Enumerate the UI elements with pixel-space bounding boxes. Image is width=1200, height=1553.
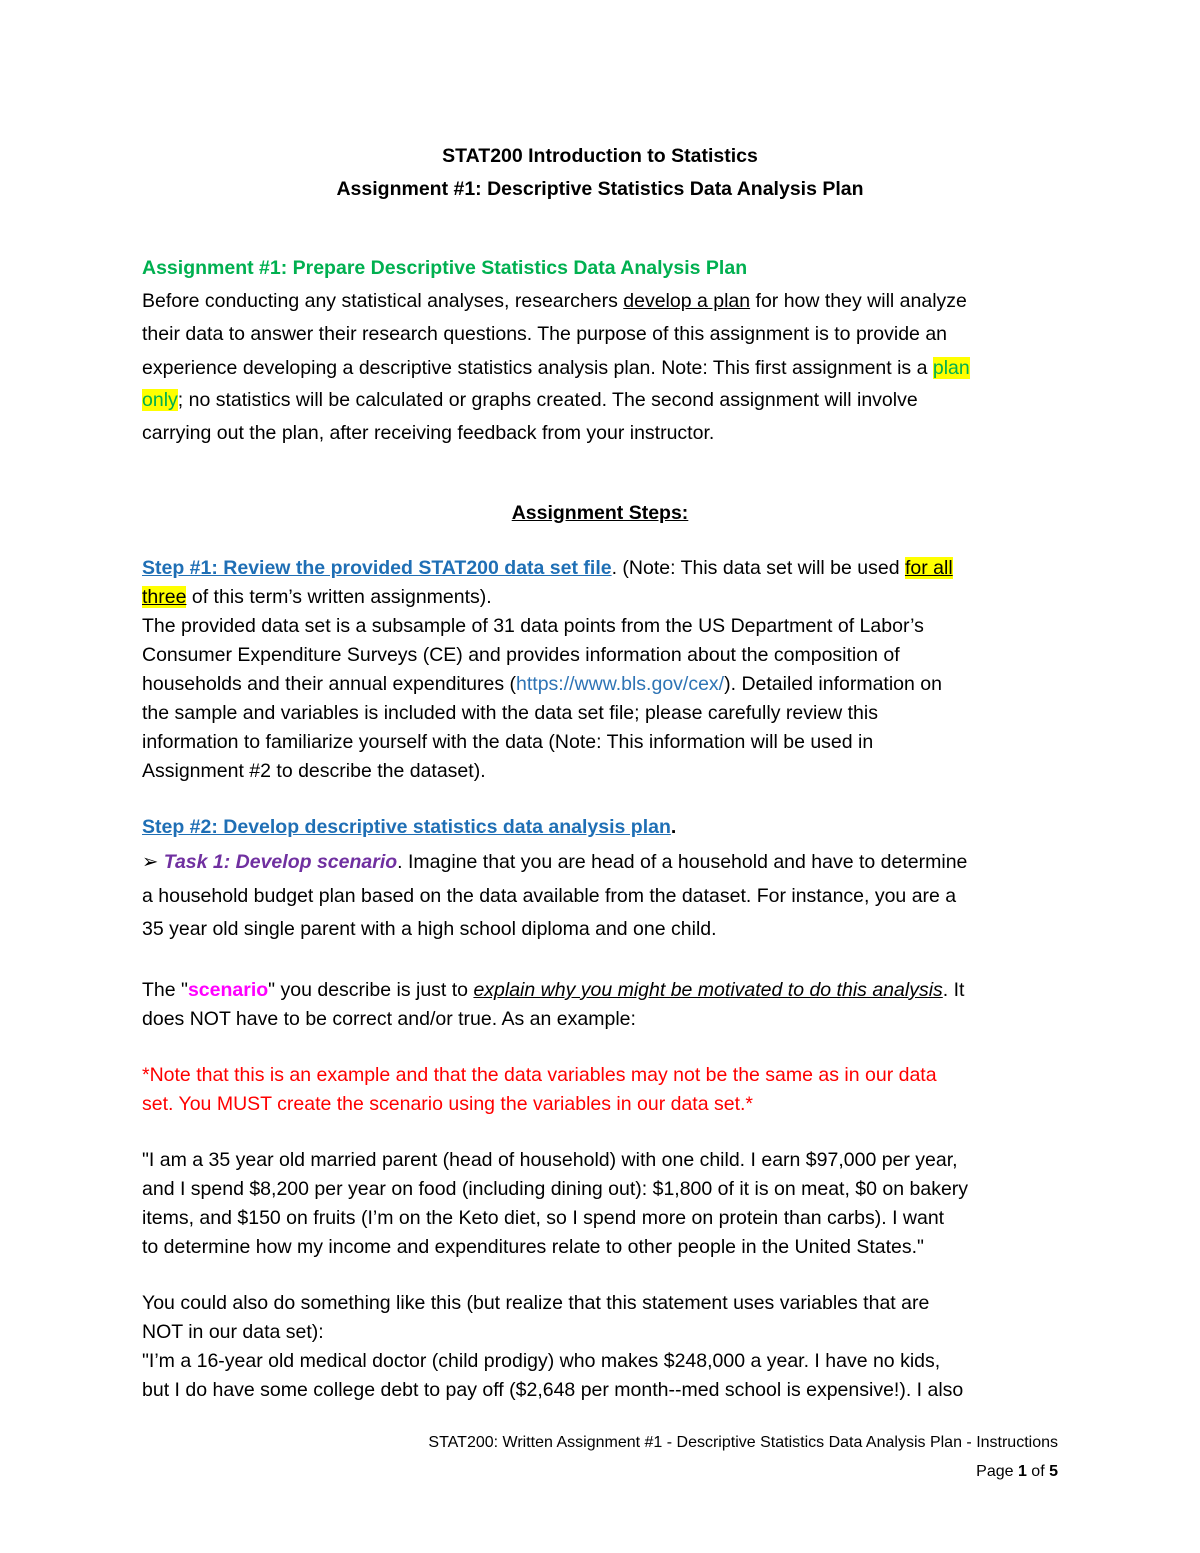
step2-heading (142, 813, 676, 841)
example2-line-1: You could also do something like this (but realize that this statement uses variables that are (142, 1292, 930, 1314)
intro-line-1 (142, 287, 967, 315)
task1-line-2: a household budget plan based on the data available from the dataset. For instance, you are a (142, 885, 957, 907)
step1-text: households and their annual expenditures ( (142, 673, 517, 695)
step1-line-4: Consumer Expenditure Surveys (CE) and provides information about the composition of (142, 644, 900, 666)
note-line-2: set. You MUST create the scenario using the variables in our data set.* (142, 1093, 753, 1115)
step2-title: Step #2: Develop descriptive statistics data analysis plan (142, 816, 671, 838)
three-highlight: three (142, 586, 187, 608)
page-total: 5 (1049, 1463, 1058, 1480)
task1-line-3: 35 year old single parent with a high school diploma and one child. (142, 918, 717, 940)
intro-line-2: their data to answer their research questions. The purpose of this assignment is to provide an (142, 323, 948, 345)
page-current: 1 (1017, 1463, 1027, 1480)
assignment-title: Assignment #1: Descriptive Statistics Data Analysis Plan (336, 178, 864, 200)
scenario-text: " you describe is just to (268, 979, 474, 1001)
example1-line-2: and I spend $8,200 per year on food (including dining out): $1,800 of it is on meat, $0 on bakery (142, 1178, 969, 1200)
note-line-1: *Note that this is an example and that the data variables may not be the same as in our data (142, 1064, 937, 1086)
step1-text: ). Detailed information on (724, 673, 942, 695)
task1-text: . Imagine that you are head of a household and have to determine (397, 851, 968, 873)
example1-line-1: "I am a 35 year old married parent (head of household) with one child. I earn $97,000 per year, (142, 1149, 958, 1171)
step1-line-1 (142, 554, 953, 582)
step2-title-period: . (670, 816, 677, 838)
intro-text: ; no statistics will be calculated or graphs created. The second assignment will involve (177, 389, 918, 411)
arrow-bullet-icon: ➢ (142, 851, 159, 873)
scenario-line-2: does NOT have to be correct and/or true. As an example: (142, 1008, 636, 1030)
intro-text: Before conducting any statistical analyses, researchers (142, 290, 624, 312)
step1-line-8: Assignment #2 to describe the dataset). (142, 760, 486, 782)
step1-line-2 (142, 583, 492, 611)
scenario-line-1 (142, 976, 964, 1004)
step1-text: . (Note: This data set will be used (611, 557, 905, 579)
task1-line-1 (142, 848, 967, 876)
footer-doc-title: STAT200: Written Assignment #1 - Descriptive Statistics Data Analysis Plan - Instructions (428, 1434, 1058, 1451)
example2-line-2: NOT in our data set): (142, 1321, 324, 1343)
scenario-text: The " (142, 979, 188, 1001)
scenario-word: scenario (187, 979, 269, 1001)
page-of: of (1026, 1463, 1050, 1480)
scenario-text: . It (942, 979, 965, 1001)
intro-line-3 (142, 354, 970, 382)
example1-line-3: items, and $150 on fruits (I’m on the Keto diet, so I spend more on protein than carbs). I want (142, 1207, 945, 1229)
step1-line-5 (142, 670, 942, 698)
intro-heading: Assignment #1: Prepare Descriptive Statistics Data Analysis Plan (142, 257, 748, 279)
step1-title: Step #1: Review the provided STAT200 data set file (142, 557, 612, 579)
example2-line-4: but I do have some college debt to pay off ($2,648 per month--med school is expensive!). I also (142, 1379, 964, 1401)
intro-text: for how they will analyze (750, 290, 967, 312)
step1-text: of this term’s written assignments). (186, 586, 492, 608)
step1-line-6: the sample and variables is included with the data set file; please carefully review this (142, 702, 878, 724)
step1-line-7: information to familiarize yourself with the data (Note: This information will be used in (142, 731, 874, 753)
example2-line-3: "I’m a 16-year old medical doctor (child prodigy) who makes $248,000 a year. I have no kids, (142, 1350, 941, 1372)
intro-text: experience developing a descriptive statistics analysis plan. Note: This first assignment is a (142, 357, 933, 379)
step1-line-3: The provided data set is a subsample of 31 data points from the US Department of Labor’s (142, 615, 924, 637)
scenario-emphasis: explain why you might be motivated to do this analysis (473, 979, 943, 1001)
intro-line-5: carrying out the plan, after receiving feedback from your instructor. (142, 422, 715, 444)
bls-cex-link[interactable]: https://www.bls.gov/cex/ (516, 673, 725, 695)
example1-line-4: to determine how my income and expenditures relate to other people in the United States." (142, 1236, 924, 1258)
page-number (976, 1461, 1058, 1483)
page-label: Page (976, 1463, 1018, 1480)
for-all-highlight: for all (904, 557, 953, 579)
steps-heading: Assignment Steps: (511, 502, 689, 524)
intro-line-4 (142, 386, 918, 414)
task1-label: Task 1: Develop scenario (163, 851, 398, 873)
develop-a-plan-emphasis: develop a plan (623, 290, 751, 312)
plan-highlight: plan (932, 357, 970, 379)
only-highlight: only (142, 389, 178, 411)
course-title: STAT200 Introduction to Statistics (442, 145, 758, 167)
